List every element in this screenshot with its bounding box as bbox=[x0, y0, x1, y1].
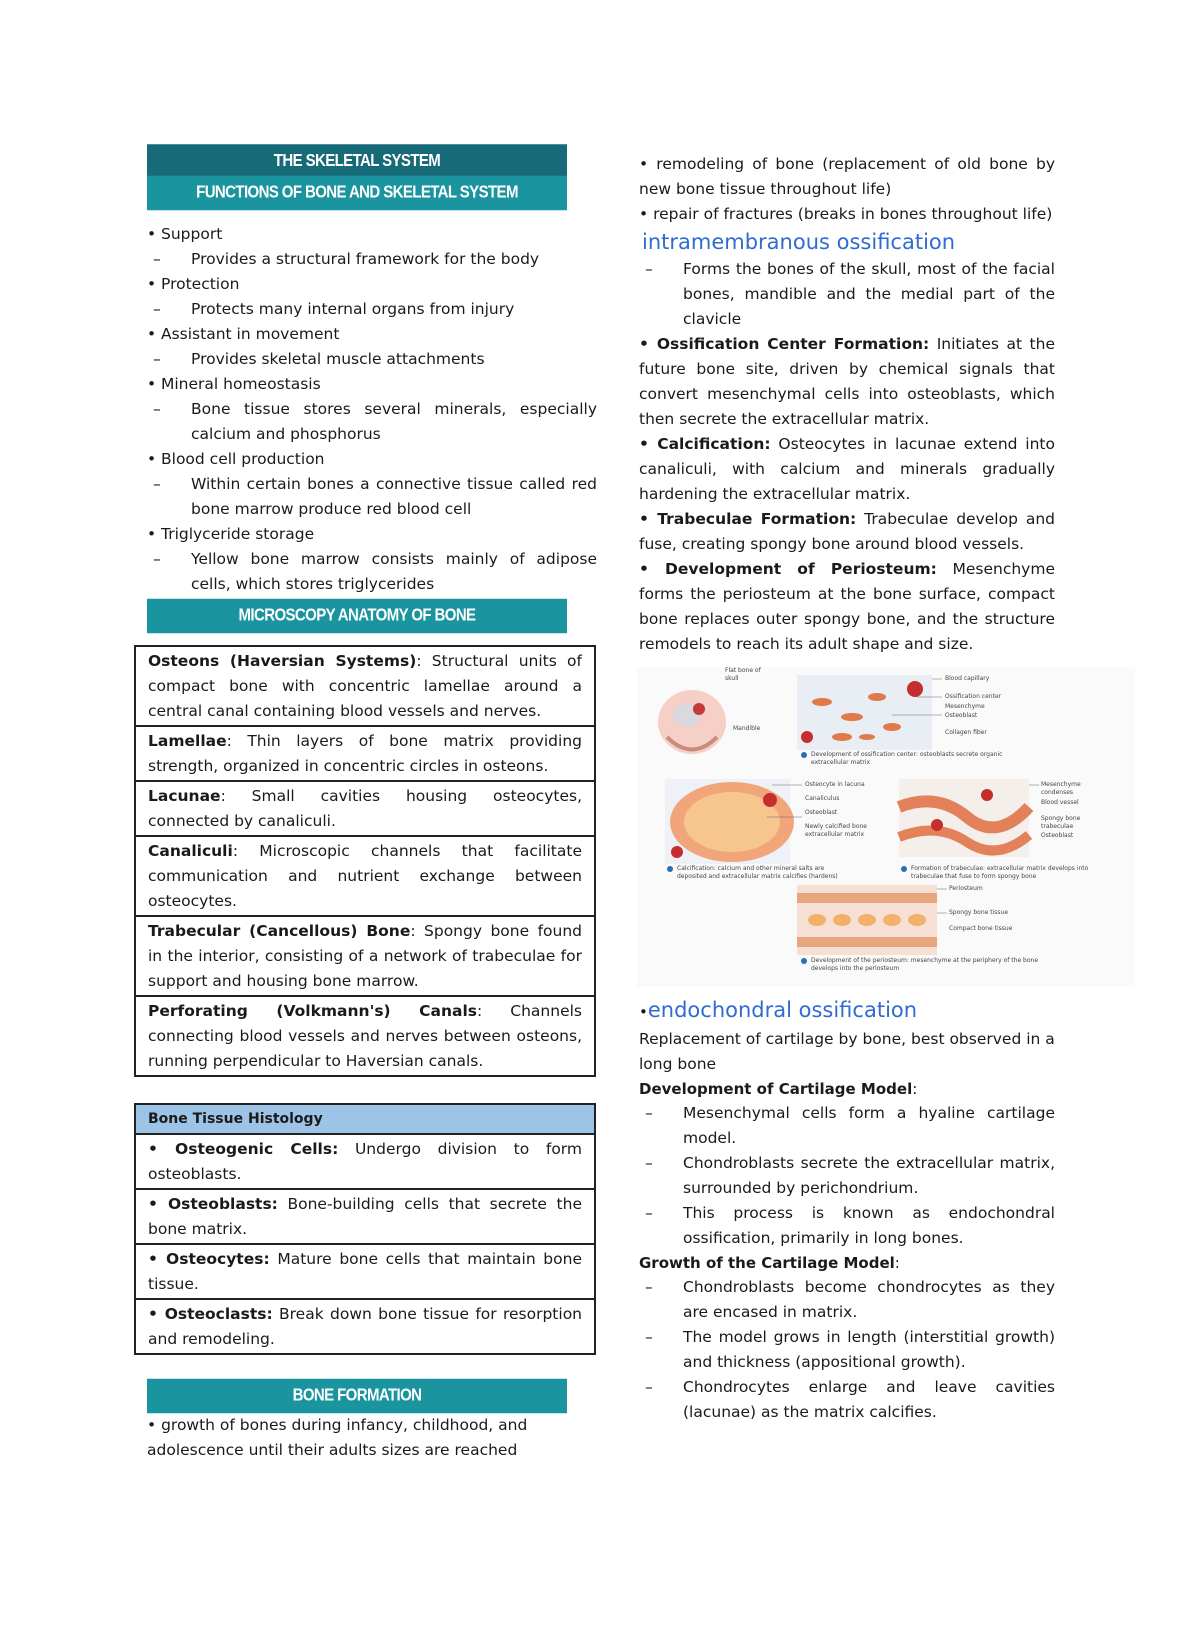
fig-label: Osteoblast bbox=[805, 809, 838, 816]
function-item bbox=[147, 272, 597, 297]
functions-list bbox=[147, 222, 597, 597]
fig-label: Ossification center bbox=[945, 693, 1002, 700]
right-column bbox=[639, 152, 1089, 1425]
function-label: Protection bbox=[161, 275, 240, 293]
fig-label: Flat bone of skull bbox=[725, 667, 761, 682]
cartilage-growth-list bbox=[639, 1275, 1055, 1425]
fig-caption: Calcification: calcium and other mineral salts are deposited and extracellular matrix calcifies (hardens) bbox=[677, 865, 838, 880]
function-detail-text: Yellow bone marrow consists mainly of adipose cells, which stores triglycerides bbox=[191, 550, 597, 593]
fig-label: Blood vessel bbox=[1041, 799, 1079, 806]
function-label: Assistant in movement bbox=[161, 325, 340, 343]
function-detail bbox=[147, 297, 597, 322]
fig-label: Osteoblast bbox=[945, 712, 978, 719]
formation-point-1: • growth of bones during infancy, childhood, and adolescence until their adults sizes are reached bbox=[147, 1416, 528, 1459]
dash-marker: – bbox=[153, 350, 161, 368]
definition: : Small cavities housing osteocytes, connected by canaliculi. bbox=[148, 787, 582, 830]
ossification-step bbox=[639, 507, 1055, 557]
histology-heading: Bone Tissue Histology bbox=[136, 1105, 594, 1133]
ossification-figure bbox=[637, 667, 1135, 987]
list-item bbox=[639, 1325, 1055, 1375]
fig-caption: Development of ossification center: osteoblasts secrete organic extracellular matrix bbox=[811, 751, 1003, 766]
table-row bbox=[136, 1243, 594, 1298]
step-term: • Development of Periosteum: bbox=[639, 560, 937, 578]
formation-point-2: • remodeling of bone (replacement of old bone by new bone tissue throughout life) bbox=[639, 155, 1055, 198]
function-detail-text: Bone tissue stores several minerals, especially calcium and phosphorus bbox=[191, 400, 597, 443]
step-definition: Trabeculae develop and fuse, creating spongy bone around blood vessels. bbox=[639, 510, 1055, 553]
table-row bbox=[136, 780, 594, 835]
intramembranous-dash-item bbox=[639, 257, 1055, 332]
fig-label: Collagen fiber bbox=[945, 729, 987, 736]
cartilage-growth-heading: Growth of the Cartilage Model: bbox=[639, 1254, 900, 1272]
bullet: • bbox=[147, 275, 157, 293]
function-item bbox=[147, 447, 597, 472]
function-label: Mineral homeostasis bbox=[161, 375, 321, 393]
dash-marker: – bbox=[645, 1104, 653, 1122]
table-row bbox=[136, 647, 594, 725]
fig-caption: Formation of trabeculae: extracellular matrix develops into trabeculae that fuse to form spongy bone bbox=[911, 865, 1089, 880]
table-row bbox=[136, 1298, 594, 1353]
definition: : Channels connecting blood vessels and nerves between osteons, running perpendicular to Haversian canals. bbox=[148, 1002, 582, 1070]
function-detail bbox=[147, 347, 597, 372]
bullet: • bbox=[147, 325, 157, 343]
list-item-text: Chondroblasts become chondrocytes as they are encased in matrix. bbox=[683, 1278, 1055, 1321]
list-item-text: Mesenchymal cells form a hyaline cartilage model. bbox=[683, 1104, 1055, 1147]
dash-marker: – bbox=[645, 1328, 653, 1346]
left-column bbox=[147, 148, 597, 1463]
function-label: Support bbox=[161, 225, 223, 243]
endochondral-intro: Replacement of cartilage by bone, best observed in a long bone bbox=[639, 1030, 1055, 1073]
definition: Undergo division to form osteoblasts. bbox=[148, 1140, 582, 1183]
dash-marker: – bbox=[153, 400, 161, 418]
table-row bbox=[136, 835, 594, 915]
fig-label: Mesenchyme bbox=[945, 703, 985, 710]
bullet: • bbox=[639, 1003, 648, 1021]
term: • Osteoclasts: bbox=[148, 1305, 273, 1323]
function-item bbox=[147, 372, 597, 397]
dash-marker: – bbox=[153, 300, 161, 318]
intramembranous-heading: intramembranous ossification bbox=[642, 230, 956, 254]
cartilage-model-heading-text: Development of Cartilage Model bbox=[639, 1080, 913, 1098]
function-detail bbox=[147, 472, 597, 522]
term: • Osteoblasts: bbox=[148, 1195, 278, 1213]
definition: Break down bone tissue for resorption and remodeling. bbox=[148, 1305, 582, 1348]
term: • Osteogenic Cells: bbox=[148, 1140, 339, 1158]
fig-label: Periosteum bbox=[949, 885, 983, 892]
fig-label: Osteocyte in lacuna bbox=[805, 781, 865, 788]
function-detail bbox=[147, 247, 597, 272]
function-item bbox=[147, 322, 597, 347]
list-item bbox=[639, 1151, 1055, 1201]
histology-table bbox=[134, 1103, 596, 1355]
function-label: Blood cell production bbox=[161, 450, 325, 468]
term: Lamellae bbox=[148, 732, 227, 750]
function-detail-text: Within certain bones a connective tissue called red bone marrow produce red blood cell bbox=[191, 475, 597, 518]
step-term: • Calcification: bbox=[639, 435, 771, 453]
step-definition: Initiates at the future bone site, driven by chemical signals that convert mesenchymal cells into osteoblasts, which then secrete the extracellular matrix. bbox=[639, 335, 1055, 428]
dash-marker: – bbox=[645, 1378, 653, 1396]
ossification-step bbox=[639, 432, 1055, 507]
endochondral-heading bbox=[639, 995, 1055, 1027]
cartilage-model-heading: Development of Cartilage Model: bbox=[639, 1080, 918, 1098]
table-row bbox=[136, 1133, 594, 1188]
function-item bbox=[147, 222, 597, 247]
dash-marker: – bbox=[645, 1278, 653, 1296]
table-row bbox=[136, 1188, 594, 1243]
list-item bbox=[639, 1275, 1055, 1325]
microscopy-table bbox=[134, 645, 596, 1077]
table-row bbox=[136, 995, 594, 1075]
fig-label: Spongy bone trabeculae bbox=[1041, 815, 1081, 830]
fig-label: Newly calcified bone extracellular matrix bbox=[805, 823, 867, 838]
formation-point-3: • repair of fractures (breaks in bones throughout life) bbox=[639, 205, 1053, 223]
definition: Bone-building cells that secrete the bone matrix. bbox=[148, 1195, 582, 1238]
term: • Osteocytes: bbox=[148, 1250, 270, 1268]
function-detail-text: Protects many internal organs from injury bbox=[191, 300, 515, 318]
bullet: • bbox=[147, 225, 157, 243]
term: Canaliculi bbox=[148, 842, 233, 860]
term: Lacunae bbox=[148, 787, 221, 805]
step-definition: Osteocytes in lacunae extend into canaliculi, with calcium and minerals gradually hardening the extracellular matrix. bbox=[639, 435, 1055, 503]
list-item bbox=[639, 1101, 1055, 1151]
function-detail-text: Provides a structural framework for the body bbox=[191, 250, 540, 268]
function-detail bbox=[147, 547, 597, 597]
definition: : Structural units of compact bone with concentric lamellae around a central canal containing blood vessels and nerves. bbox=[148, 652, 583, 720]
function-label: Triglyceride storage bbox=[161, 525, 315, 543]
dash-marker: – bbox=[153, 550, 161, 568]
dash-marker: – bbox=[645, 260, 653, 278]
definition: : Spongy bone found in the interior, consisting of a network of trabeculae for support and housing bone marrow. bbox=[148, 922, 583, 990]
function-detail bbox=[147, 397, 597, 447]
definition: : Microscopic channels that facilitate communication and nutrient exchange between osteocytes. bbox=[148, 842, 582, 910]
list-item-text: Chondroblasts secrete the extracellular matrix, surrounded by perichondrium. bbox=[683, 1154, 1055, 1197]
fig-label: Canaliculus bbox=[805, 795, 840, 802]
fig-label: Compact bone tissue bbox=[949, 925, 1013, 932]
dash-marker: – bbox=[645, 1204, 653, 1222]
functions-heading: FUNCTIONS OF BONE AND SKELETAL SYSTEM bbox=[147, 176, 567, 211]
microscopy-heading: MICROSCOPY ANATOMY OF BONE bbox=[147, 599, 567, 634]
table-row bbox=[136, 915, 594, 995]
endochondral-heading-text: endochondral ossification bbox=[647, 998, 918, 1022]
fig-label: Mandible bbox=[733, 725, 761, 732]
term: Osteons (Haversian Systems) bbox=[148, 652, 417, 670]
dash-marker: – bbox=[645, 1154, 653, 1172]
list-item-text: This process is known as endochondral ossification, primarily in long bones. bbox=[683, 1204, 1055, 1247]
fig-label: Osteoblast bbox=[1041, 832, 1074, 839]
function-detail-text: Provides skeletal muscle attachments bbox=[191, 350, 485, 368]
definition: : Thin layers of bone matrix providing strength, organized in concentric circles in osteons. bbox=[148, 732, 582, 775]
bullet: • bbox=[147, 375, 157, 393]
ossification-step bbox=[639, 557, 1055, 657]
fig-caption: Development of the periosteum: mesenchyme at the periphery of the bone develops into the periosteum bbox=[811, 957, 1039, 972]
dash-marker: – bbox=[153, 475, 161, 493]
cartilage-growth-heading-text: Growth of the Cartilage Model bbox=[639, 1254, 895, 1272]
page-title: THE SKELETAL SYSTEM bbox=[147, 144, 567, 202]
step-term: • Ossification Center Formation: bbox=[639, 335, 930, 353]
fig-label: Spongy bone tissue bbox=[949, 909, 1009, 916]
function-item bbox=[147, 522, 597, 547]
fig-label: Mesenchyme condenses bbox=[1041, 781, 1081, 796]
intramembranous-steps bbox=[639, 332, 1055, 657]
fig-label: Blood capillary bbox=[945, 675, 990, 682]
formation-heading: BONE FORMATION bbox=[147, 1379, 567, 1414]
dash-marker: – bbox=[153, 250, 161, 268]
list-item-text: Chondrocytes enlarge and leave cavities (lacunae) as the matrix calcifies. bbox=[683, 1378, 1055, 1421]
term: Perforating (Volkmann's) Canals bbox=[148, 1002, 478, 1020]
ossification-step bbox=[639, 332, 1055, 432]
definition: Mature bone cells that maintain bone tissue. bbox=[148, 1250, 582, 1293]
list-item bbox=[639, 1201, 1055, 1251]
list-item bbox=[639, 1375, 1055, 1425]
skull-illustration bbox=[658, 690, 726, 754]
bullet: • bbox=[147, 450, 157, 468]
bullet: • bbox=[147, 525, 157, 543]
step-term: • Trabeculae Formation: bbox=[639, 510, 857, 528]
cartilage-model-list bbox=[639, 1101, 1055, 1251]
term: Trabecular (Cancellous) Bone bbox=[148, 922, 411, 940]
dash-text: Forms the bones of the skull, most of the facial bones, mandible and the medial part of the clavicle bbox=[683, 260, 1055, 328]
step-definition: Mesenchyme forms the periosteum at the bone surface, compact bone replaces outer spongy bone, and the structure remodels to reach its adult shape and size. bbox=[639, 560, 1055, 653]
list-item-text: The model grows in length (interstitial growth) and thickness (appositional growth). bbox=[683, 1328, 1055, 1371]
table-row bbox=[136, 725, 594, 780]
